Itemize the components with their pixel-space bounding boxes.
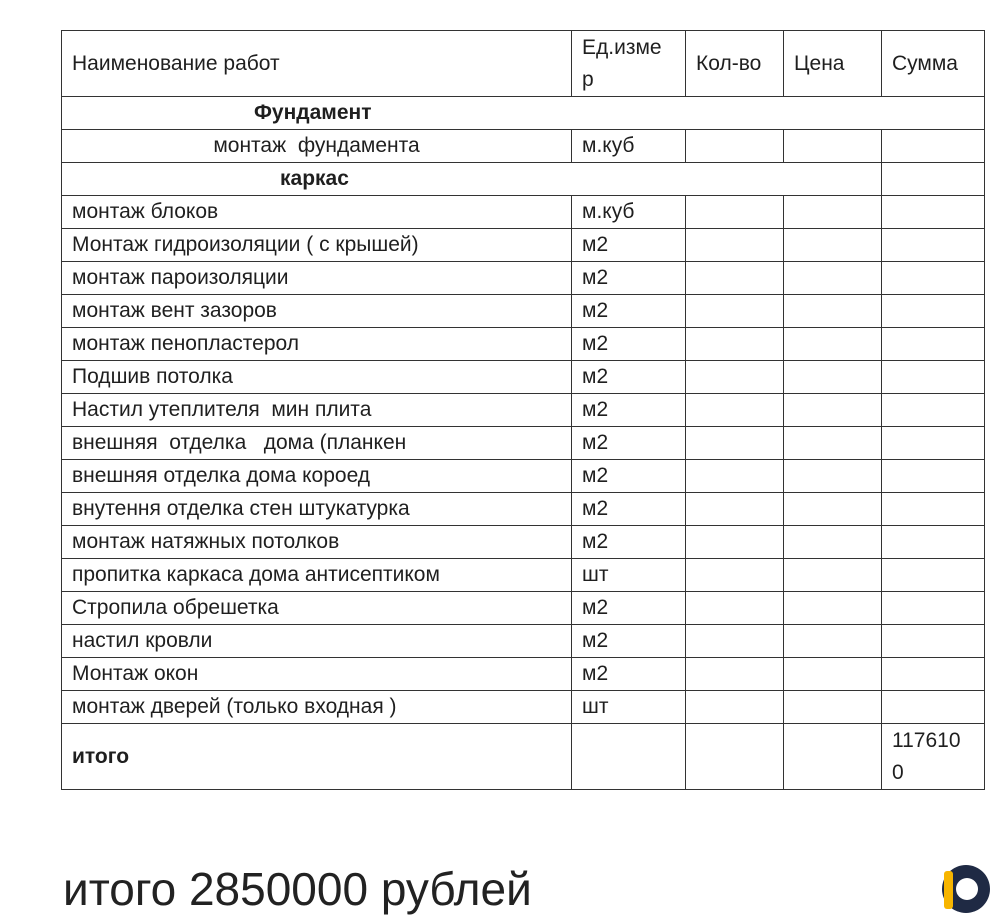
work-qty [686, 295, 784, 328]
work-price [784, 328, 882, 361]
work-name: Настил утеплителя мин плита [62, 394, 572, 427]
work-qty [686, 493, 784, 526]
table-row [62, 559, 985, 592]
work-price [784, 493, 882, 526]
work-price [784, 262, 882, 295]
grand-total-text: итого 2850000 рублей [63, 863, 532, 915]
work-unit: м2 [572, 229, 686, 262]
work-sum [882, 427, 985, 460]
work-price [784, 559, 882, 592]
work-qty [686, 460, 784, 493]
work-qty [686, 229, 784, 262]
work-qty [686, 625, 784, 658]
work-unit: шт [572, 691, 686, 724]
work-qty [686, 328, 784, 361]
work-price [784, 394, 882, 427]
table-row [62, 130, 985, 163]
work-price [784, 229, 882, 262]
total-qty [686, 724, 784, 790]
table-row [62, 460, 985, 493]
work-price [784, 625, 882, 658]
work-unit: м2 [572, 328, 686, 361]
work-unit: м2 [572, 394, 686, 427]
total-sum-line2: 0 [892, 760, 904, 784]
table-row [62, 328, 985, 361]
work-name: монтаж пенопластерол [62, 328, 572, 361]
header-sum: Сумма [882, 31, 985, 97]
table-row [62, 394, 985, 427]
work-sum [882, 460, 985, 493]
work-name: монтаж дверей (только входная ) [62, 691, 572, 724]
table-row [62, 262, 985, 295]
section-row-frame [62, 163, 985, 196]
total-price [784, 724, 882, 790]
work-sum [882, 592, 985, 625]
work-price [784, 526, 882, 559]
work-price [784, 460, 882, 493]
work-price [784, 196, 882, 229]
work-unit: шт [572, 559, 686, 592]
work-name: монтаж фундамента [62, 130, 572, 163]
work-qty [686, 559, 784, 592]
section-title: каркас [62, 163, 882, 196]
work-qty [686, 361, 784, 394]
table-row [62, 427, 985, 460]
total-unit [572, 724, 686, 790]
work-qty [686, 262, 784, 295]
work-name: Подшив потолка [62, 361, 572, 394]
work-price [784, 691, 882, 724]
work-price [784, 427, 882, 460]
work-unit: м.куб [572, 196, 686, 229]
work-name: монтаж блоков [62, 196, 572, 229]
work-unit: м2 [572, 592, 686, 625]
work-qty [686, 427, 784, 460]
work-sum [882, 262, 985, 295]
logo-bar [944, 871, 953, 909]
work-qty [686, 130, 784, 163]
table-row [62, 691, 985, 724]
work-price [784, 130, 882, 163]
table-row [62, 196, 985, 229]
work-sum [882, 229, 985, 262]
total-row [62, 724, 985, 790]
work-qty [686, 526, 784, 559]
work-qty [686, 691, 784, 724]
work-name: внешняя отделка дома (планкен [62, 427, 572, 460]
work-sum [882, 691, 985, 724]
logo-inner [956, 878, 978, 900]
section-row-foundation [62, 97, 985, 130]
work-price [784, 295, 882, 328]
section-title: Фундамент [62, 97, 985, 130]
table-row [62, 658, 985, 691]
work-unit: м2 [572, 493, 686, 526]
estimate-table [61, 30, 985, 790]
work-unit: м2 [572, 460, 686, 493]
work-sum [882, 658, 985, 691]
work-name: Стропила обрешетка [62, 592, 572, 625]
header-unit-line1: Ед.изме [582, 35, 662, 59]
work-unit: м2 [572, 625, 686, 658]
work-price [784, 592, 882, 625]
total-sum [882, 724, 985, 790]
table-row [62, 229, 985, 262]
work-unit: м2 [572, 361, 686, 394]
header-name: Наименование работ [62, 31, 572, 97]
total-label: итого [62, 724, 572, 790]
work-name: Монтаж окон [62, 658, 572, 691]
header-price: Цена [784, 31, 882, 97]
work-sum [882, 526, 985, 559]
work-unit: м2 [572, 262, 686, 295]
work-unit: м.куб [572, 130, 686, 163]
work-sum [882, 625, 985, 658]
work-qty [686, 196, 784, 229]
table-row [62, 361, 985, 394]
work-sum [882, 295, 985, 328]
work-sum [882, 361, 985, 394]
work-name: Монтаж гидроизоляции ( с крышей) [62, 229, 572, 262]
table-row [62, 493, 985, 526]
work-sum [882, 130, 985, 163]
table-row [62, 295, 985, 328]
work-unit: м2 [572, 295, 686, 328]
work-price [784, 361, 882, 394]
work-name: монтаж пароизоляции [62, 262, 572, 295]
work-price [784, 658, 882, 691]
header-qty: Кол-во [686, 31, 784, 97]
table-header-row [62, 31, 985, 97]
work-name: настил кровли [62, 625, 572, 658]
work-sum [882, 328, 985, 361]
work-unit: м2 [572, 658, 686, 691]
frame-rows [62, 196, 985, 724]
brand-logo-icon [940, 862, 992, 916]
table-row [62, 625, 985, 658]
work-name: монтаж вент зазоров [62, 295, 572, 328]
table-row [62, 592, 985, 625]
section-sum-cell [882, 163, 985, 196]
work-name: пропитка каркаса дома антисептиком [62, 559, 572, 592]
work-name: внешняя отделка дома короед [62, 460, 572, 493]
work-qty [686, 592, 784, 625]
work-sum [882, 394, 985, 427]
header-unit-line2: р [582, 67, 594, 91]
work-qty [686, 658, 784, 691]
total-sum-line1: 117610 [892, 728, 961, 752]
work-name: монтаж натяжных потолков [62, 526, 572, 559]
header-unit [572, 31, 686, 97]
work-qty [686, 394, 784, 427]
work-unit: м2 [572, 427, 686, 460]
work-sum [882, 559, 985, 592]
work-name: внутення отделка стен штукатурка [62, 493, 572, 526]
work-sum [882, 196, 985, 229]
work-sum [882, 493, 985, 526]
table-row [62, 526, 985, 559]
work-unit: м2 [572, 526, 686, 559]
